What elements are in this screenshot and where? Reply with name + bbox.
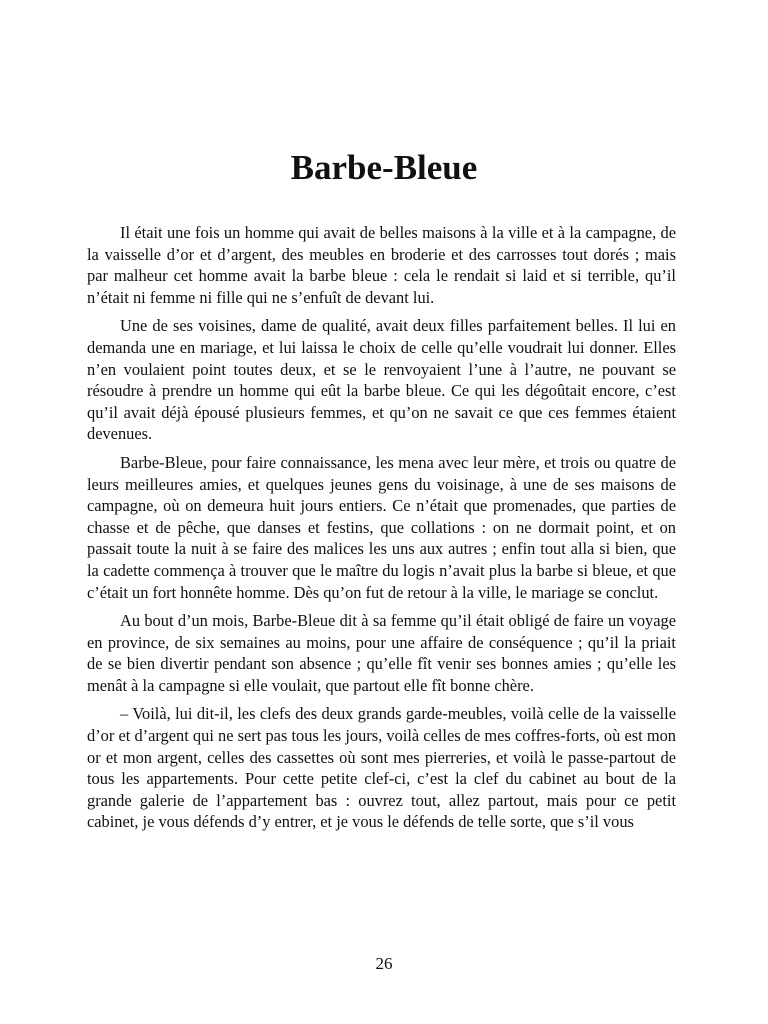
paragraph-1: Il était une fois un homme qui avait de belles maisons à la ville et à la campagne, de la vaisselle d’or et d’argent, des meubles en broderie et des carrosses tout dorés ; mais par malheur cet homme avait la barbe bleue : cela le rendait si laid et si terrible, qu’il n’était ni femme ni fille qui ne s’enfuît de devant lui. xyxy=(87,223,676,307)
page-title: Barbe-Bleue xyxy=(290,148,478,187)
paragraph-4: Au bout d’un mois, Barbe-Bleue dit à sa femme qu’il était obligé de faire un voyage en province, de six semaines au moins, pour une affaire de conséquence ; qu’il la priait de se bien divertir pendant son absence ; qu’elle fît venir ses bonnes amies ; qu’elle les menât à la campagne si elle voulait, que partout elle fît bonne chère. xyxy=(87,611,676,695)
story-text xyxy=(87,222,676,840)
page-number: 26 xyxy=(375,954,393,973)
paragraph-5: – Voilà, lui dit-il, les clefs des deux grands garde-meubles, voilà celle de la vaisselle d’or et d’argent qui ne sert pas tous les jours, voilà celles de mes coffres-forts, où est mon or et mon argent, celles des cassettes où sont mes pierreries, et voilà le passe-partout de tous les appartements. Pour cette petite clef-ci, c’est la clef du cabinet au bout de la grande galerie de l’appartement bas : ouvrez tout, allez partout, mais pour ce petit cabinet, je vous défends d’y entrer, et je vous le défends de telle sorte, que s’il vous xyxy=(87,704,676,832)
paragraph-2: Une de ses voisines, dame de qualité, avait deux filles parfaitement belles. Il lui en demanda une en mariage, et lui laissa le choix de celle qu’elle voudrait lui donner. Elles n’en voulaient point toutes deux, et se le renvoyaient l’une à l’autre, ne pouvant se résoudre à prendre un homme qui eût la barbe bleue. Ce qui les dégoûtait encore, c’est qu’il avait déjà épousé plusieurs femmes, et qu’on ne savait ce que ces femmes étaient devenues. xyxy=(87,316,676,444)
paragraph-3: Barbe-Bleue, pour faire connaissance, les mena avec leur mère, et trois ou quatre de leurs meilleures amies, et quelques jeunes gens du voisinage, à une de ses maisons de campagne, où on demeura huit jours entiers. Ce n’était que promenades, que parties de chasse et de pêche, que danses et festins, que collations : on ne dormait point, et on passait toute la nuit à se faire des malices les uns aux autres ; enfin tout alla si bien, que la cadette commença à trouver que le maître du logis n’avait plus la barbe si bleue, et que c’était un fort honnête homme. Dès qu’on fut de retour à la ville, le mariage se conclut. xyxy=(87,452,676,602)
